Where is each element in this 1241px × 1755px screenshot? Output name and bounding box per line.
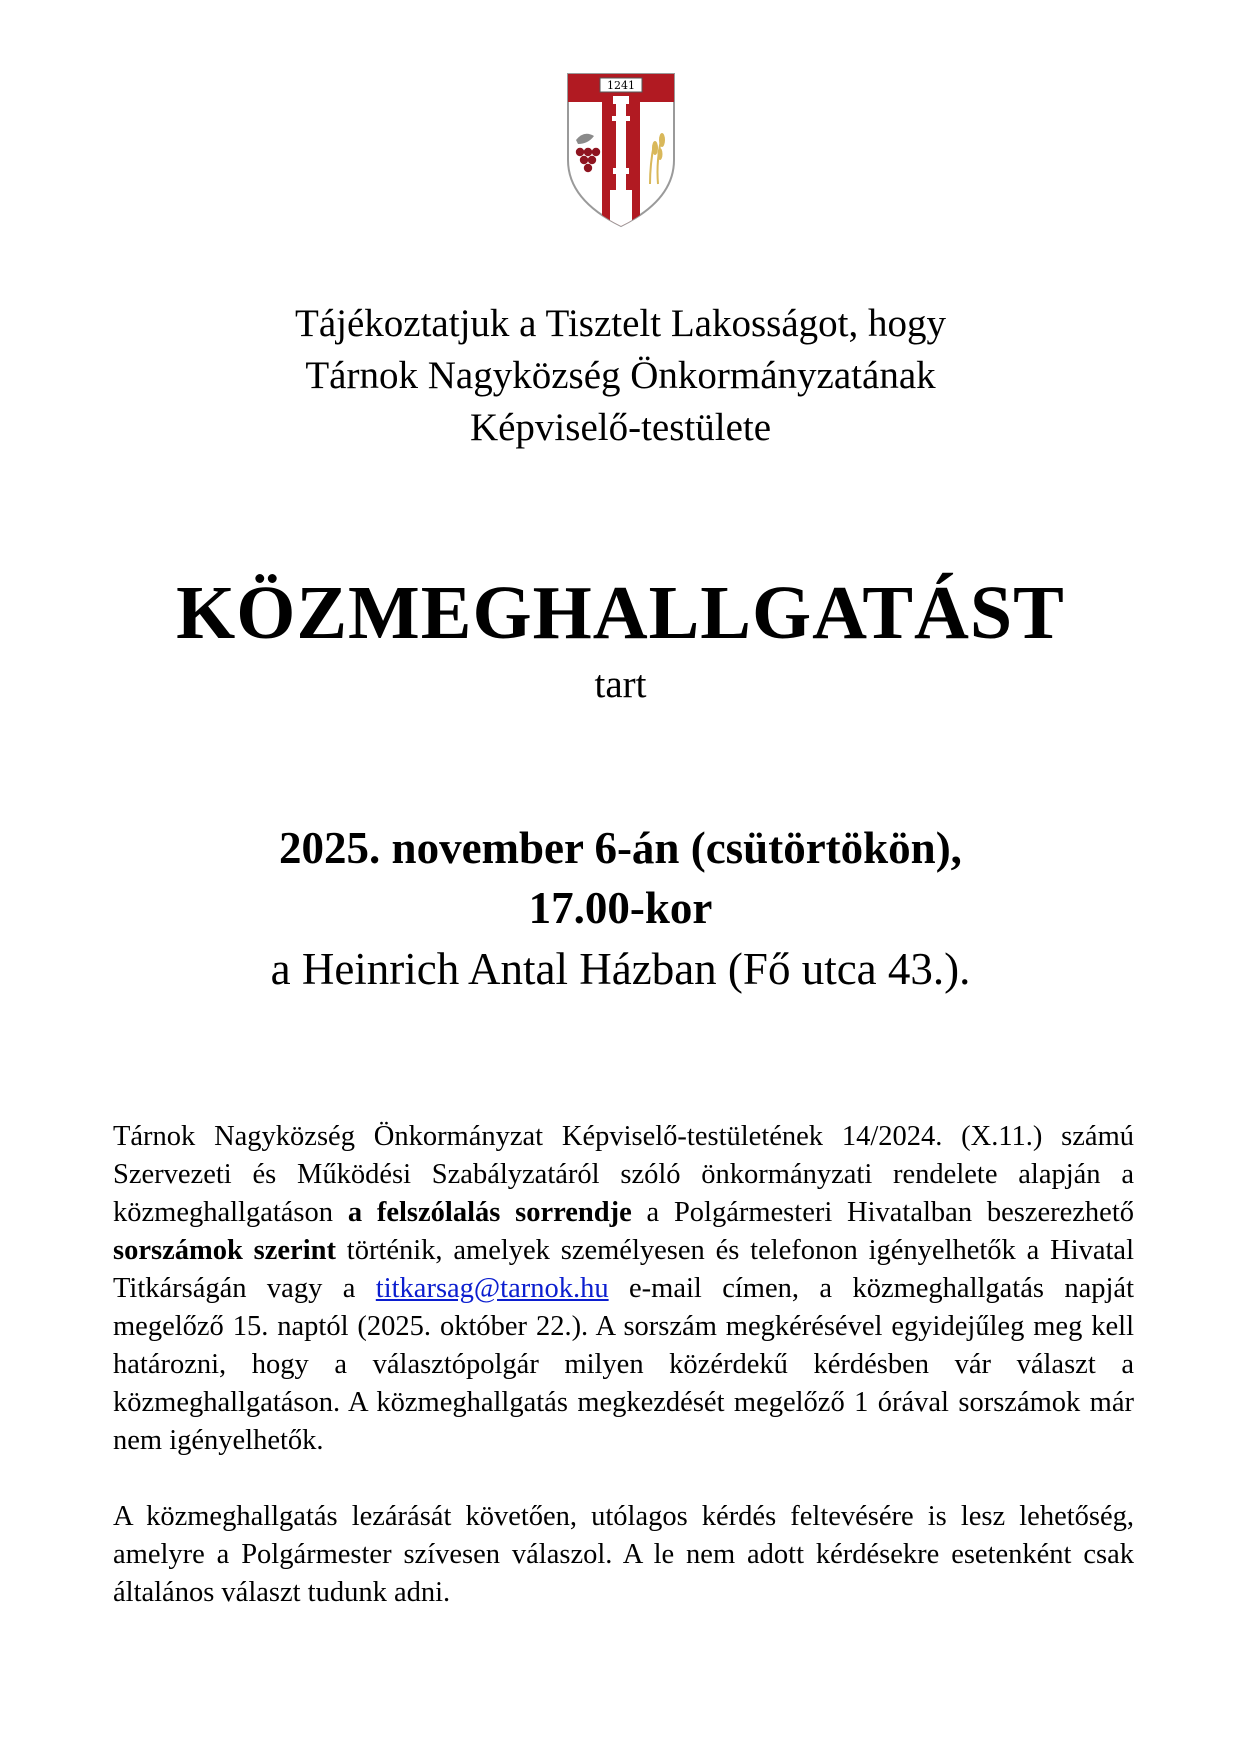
paragraph-1-bold-1: a felszólalás sorrendje xyxy=(347,1197,632,1228)
intro-line-3: Képviselő-testülete xyxy=(469,406,772,449)
event-details xyxy=(0,818,1241,1000)
intro-line-1: Tájékoztatjuk a Tisztelt Lakosságot, hogy xyxy=(295,302,946,345)
headline: KÖZMEGHALLGATÁST xyxy=(176,571,1065,655)
paragraph-2: A közmeghallgatás lezárását követően, utólagos kérdés feltevésére is lesz lehetőség, amelyre a Polgármester szívesen válaszol. A le nem adott kérdésekre esetenként csak általános választ tudunk adni. xyxy=(113,1501,1134,1608)
coat-of-arms-logo xyxy=(566,72,676,228)
paragraph-1-part-4: e-mail címen, a közmeghallgatás napját megelőző 15. naptól (2025. október 22.). A sorszám megkérésével egyidejűleg meg kell határozni, hogy a választópolgár milyen közérdekű kérdésben vár választ a közmeghallgatáson. A közmeghallgatás megkezdését megelőző 1 órával sorszámok már nem igényelhetők. xyxy=(113,1273,1134,1456)
event-place: a Heinrich Antal Házban (Fő utca 43.). xyxy=(270,944,971,994)
body-text xyxy=(113,1118,1134,1612)
intro-line-2: Tárnok Nagyközség Önkormányzatának xyxy=(305,354,936,397)
email-link[interactable]: titkarsag@tarnok.hu xyxy=(375,1273,609,1304)
intro-text xyxy=(0,298,1241,454)
paragraph-1-part-3: történik, amelyek személyesen és telefonon igényelhetők a Hivatal Titkárságán vagy a xyxy=(113,1235,1134,1304)
headline-subtext: tart xyxy=(594,663,647,706)
crest-year: 1241 xyxy=(607,79,635,92)
paragraph-1-part-2: a Polgármesteri Hivatalban beszerezhető xyxy=(631,1197,1135,1228)
paragraph-1-part-1: Tárnok Nagyközség Önkormányzat Képviselő-testületének 14/2024. (X.11.) számú Szervezeti és Működési Szabályzatáról szóló önkormányzati rendelete alapján a közmeghallgatáson xyxy=(113,1121,1134,1228)
paragraph-1 xyxy=(113,1118,1134,1460)
event-date: 2025. november 6-án (csütörtökön), xyxy=(279,823,962,873)
event-time: 17.00-kor xyxy=(528,883,713,933)
paragraph-1-bold-2: sorszámok szerint xyxy=(113,1235,336,1266)
